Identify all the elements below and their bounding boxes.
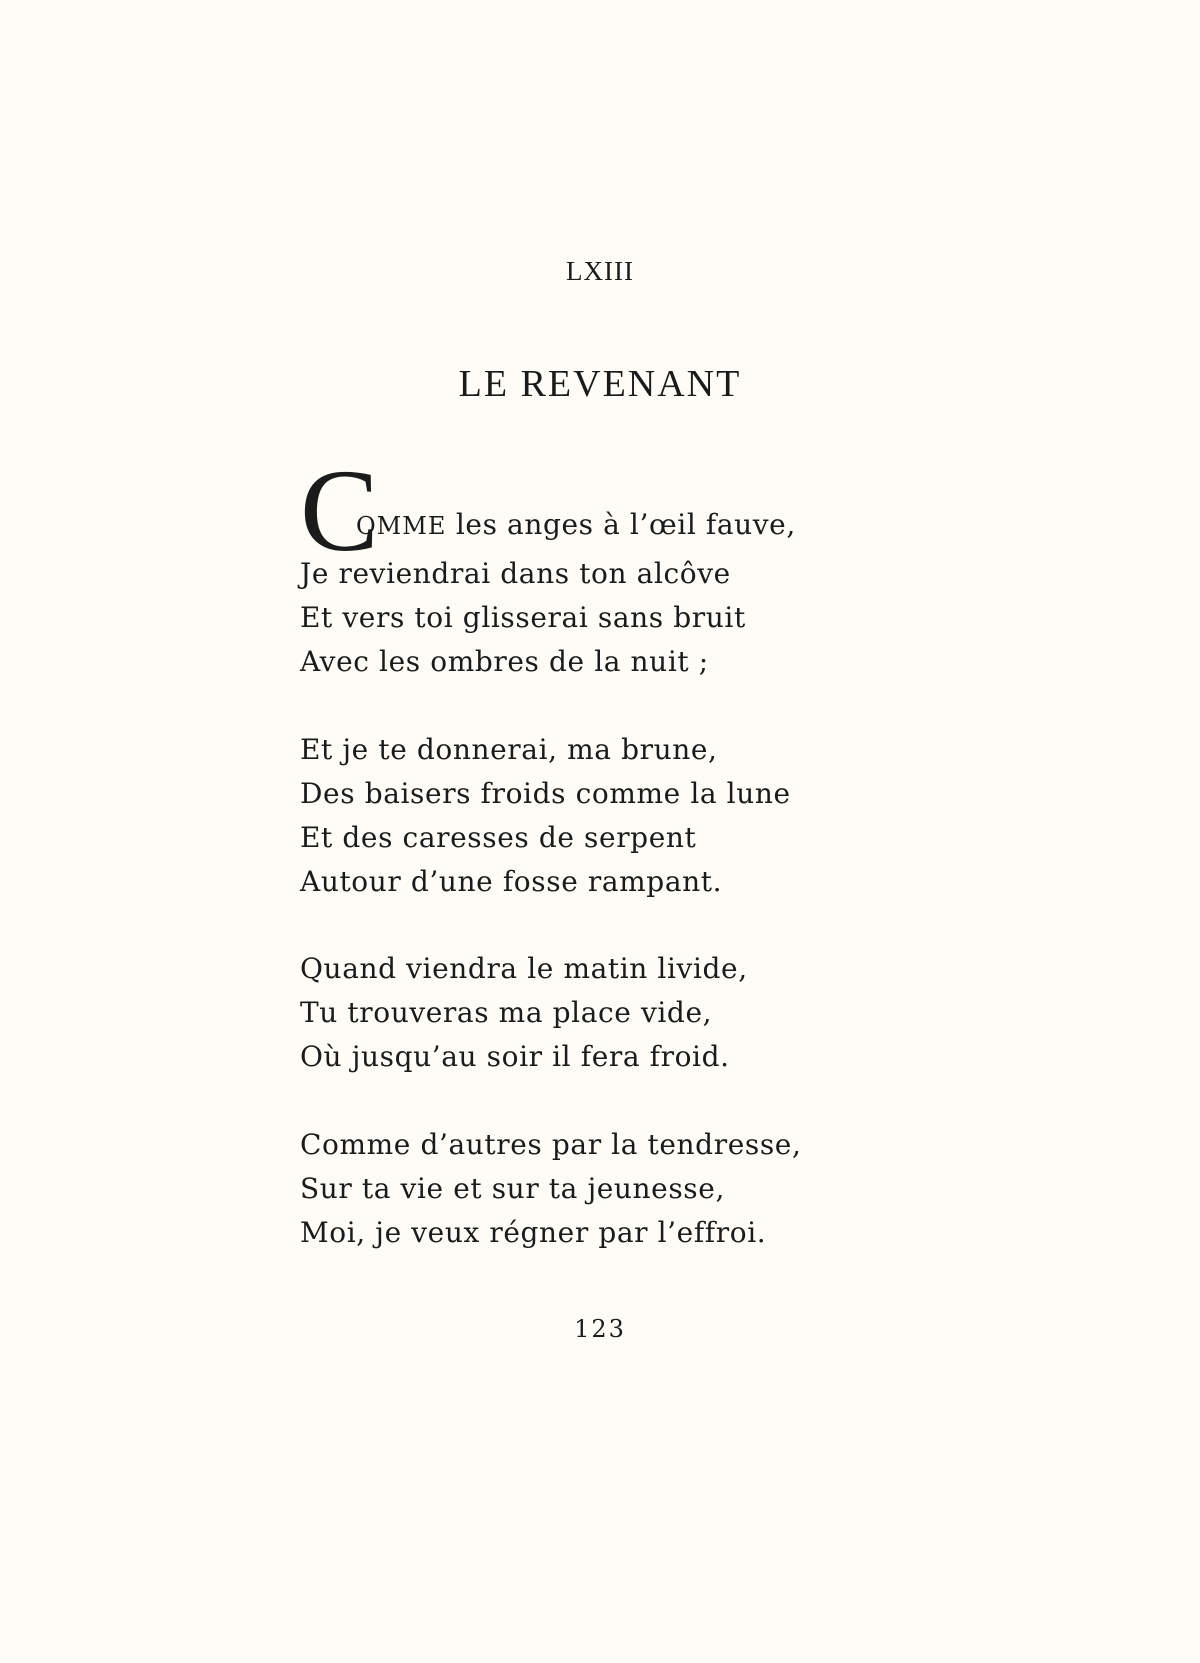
poem-line: Des baisers froids comme la lune — [300, 777, 791, 810]
poem-line: Autour d’une fosse rampant. — [300, 865, 723, 898]
poem-line: Où jusqu’au soir il fera froid. — [300, 1040, 730, 1073]
poem-line: Moi, je veux régner par l’effroi. — [300, 1216, 767, 1249]
poem-line: Sur ta vie et sur ta jeunesse, — [300, 1172, 725, 1205]
poem-line: Je reviendrai dans ton alcôve — [300, 557, 731, 590]
poem-line: Et je te donnerai, ma brune, — [300, 733, 718, 766]
poem-title: LE REVENANT — [458, 363, 742, 405]
first-line-rest: les anges à l’œil fauve, — [446, 508, 796, 541]
drop-cap: C — [300, 445, 379, 576]
poem-line: Avec les ombres de la nuit ; — [300, 645, 709, 678]
poem-line: Comme d’autres par la tendresse, — [300, 1128, 802, 1161]
poem-line: Et des caresses de serpent — [300, 821, 697, 854]
poem-line — [356, 508, 796, 541]
poem-line: Quand viendra le matin livide, — [300, 952, 748, 985]
poem-number: LXIII — [566, 256, 634, 286]
page-number: 123 — [574, 1315, 626, 1343]
poem-line: Et vers toi glisserai sans bruit — [300, 601, 746, 634]
poem-body — [300, 0, 860, 1663]
first-word-rest: OMME — [356, 512, 447, 540]
poem-line: Tu trouveras ma place vide, — [300, 996, 713, 1029]
